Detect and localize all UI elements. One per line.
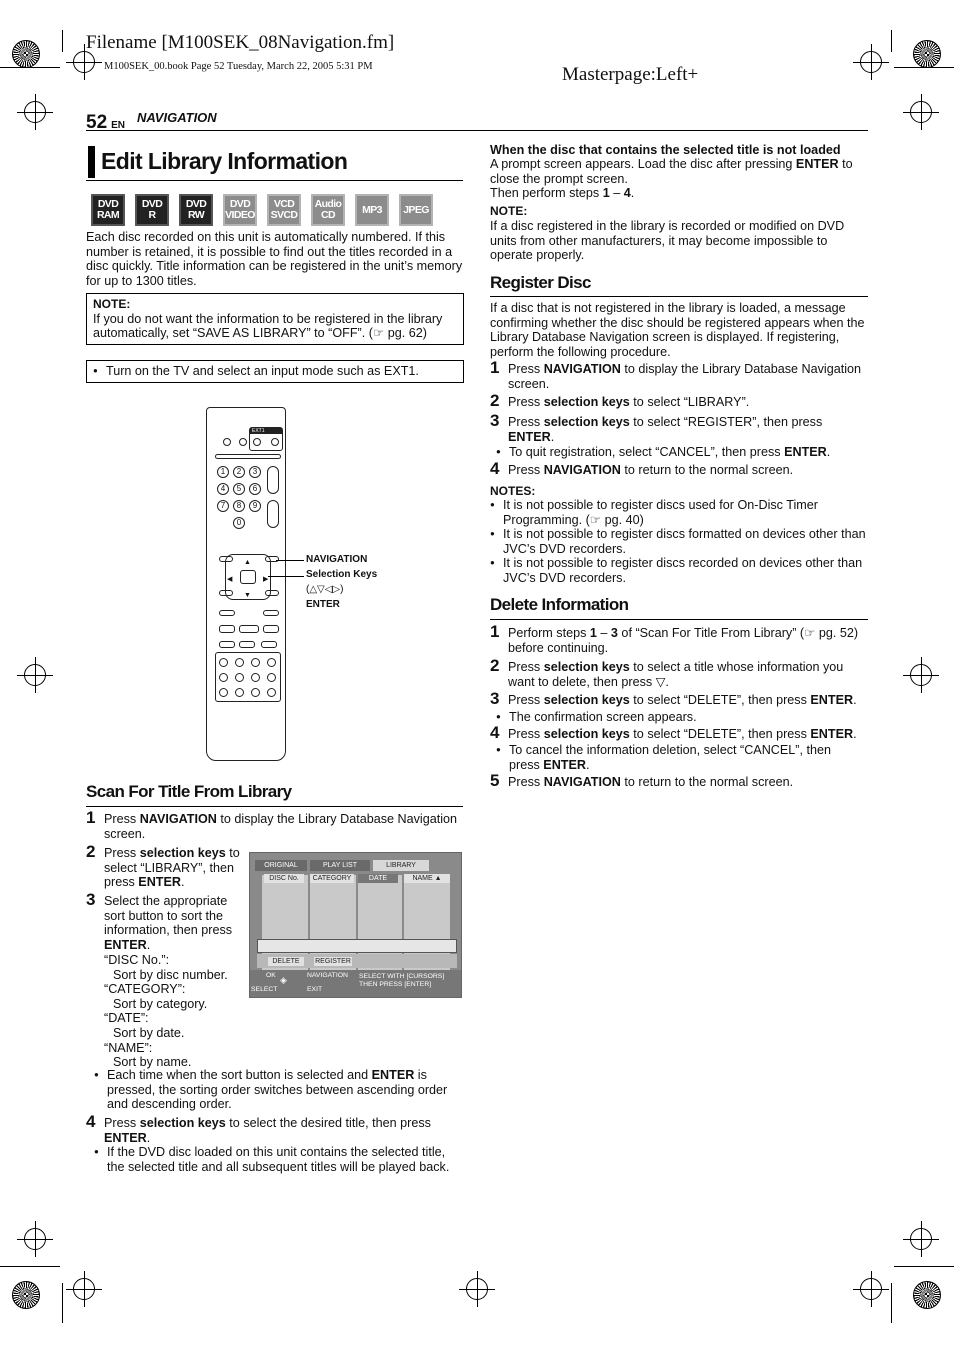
step-text: [508, 626, 868, 655]
sort-option-name: “CATEGORY”:: [104, 982, 186, 997]
disc-badge-dvd-rw: DVD RW: [179, 194, 213, 226]
volume-rocker[interactable]: [267, 466, 279, 494]
sort-name-button[interactable]: NAME ▲: [404, 874, 450, 883]
notes-heading: NOTES:: [490, 484, 536, 498]
step-text-end: .: [146, 1130, 151, 1145]
callout-line: [276, 560, 304, 561]
step-text-post: to select “DELETE”, then press: [629, 693, 811, 707]
note-item: ● It is not possible to register discs formatted on devices other than JVC’s DVD recorders.: [490, 527, 868, 556]
step-text-post: of “Scan For Title From Library” (☞ pg. 52) before continuing.: [508, 626, 859, 655]
cursor-pad-icon: ◈: [280, 975, 287, 985]
column-date: [358, 875, 402, 985]
disc-badge-dvd-video: DVD VIDEO: [223, 194, 257, 226]
remote-button[interactable]: [219, 658, 228, 667]
bullet-text-pre: To cancel the information deletion, select “CANCEL”, then press: [509, 743, 832, 772]
masterpage-label: Masterpage:Left+: [562, 64, 699, 85]
delete-step-4: [490, 723, 868, 742]
register-button[interactable]: REGISTER: [315, 958, 351, 965]
delete-step-1: [490, 622, 868, 655]
step-text-pre: Press: [508, 693, 544, 707]
remote-display-label: EXT1: [250, 428, 282, 434]
note2-text: If a disc registered in the library is recorded or modified on DVD units from other manufacturers, it may become impossible to operate properly.: [490, 219, 845, 263]
note-item: ● It is not possible to register discs used for On-Disc Timer Programming. (☞ pg. 40): [490, 498, 868, 527]
step-number: 4: [490, 459, 500, 478]
preparation-text: ● Turn on the TV and select an input mode such as EXT1.: [93, 364, 457, 379]
footer-exit: EXIT: [307, 986, 323, 993]
page-number: [86, 112, 125, 137]
crosshair-mark-icon: [24, 101, 46, 123]
key-enter: ENTER: [104, 1130, 147, 1145]
tab-original[interactable]: ORIGINAL: [255, 860, 307, 871]
delete-button[interactable]: DELETE: [268, 957, 304, 966]
step-text-pre: Press: [508, 660, 544, 674]
up-arrow-icon[interactable]: ▲: [244, 559, 251, 566]
crosshair-mark-icon: [24, 1228, 46, 1250]
down-arrow-icon[interactable]: ▼: [244, 592, 251, 599]
digit-button-7[interactable]: 7: [217, 500, 229, 512]
preparation-box: [86, 360, 464, 383]
disc-badge-audio-cd: Audio CD: [311, 194, 345, 226]
sort-category-button[interactable]: CATEGORY: [310, 874, 354, 883]
remote-button[interactable]: [251, 658, 260, 667]
step-text-post: to select “REGISTER”, then press: [629, 415, 823, 429]
delete-step-2: [490, 656, 868, 689]
crop-mark: [894, 1266, 954, 1267]
step-text: [508, 775, 868, 790]
crop-mark: [894, 67, 954, 68]
remote-button[interactable]: [239, 438, 247, 446]
remote-control-illustration: [206, 407, 286, 761]
remote-button[interactable]: [251, 673, 260, 682]
footer-hint-1: SELECT WITH [CURSORS]: [359, 973, 445, 980]
remote-button[interactable]: [267, 688, 276, 697]
column-category: [310, 875, 356, 985]
register-section-heading: Register Disc: [490, 273, 591, 292]
key-enter: ENTER: [138, 875, 181, 890]
remote-button[interactable]: [235, 688, 244, 697]
page-number-value: 52: [86, 112, 108, 133]
key-selection: selection keys: [543, 415, 630, 429]
step-text-post: .: [146, 937, 151, 952]
note-box: [86, 293, 464, 345]
disc-badge-dvd-r: DVD R: [135, 194, 169, 226]
step-ref: 1: [602, 186, 610, 200]
step-number: 3: [490, 689, 500, 708]
step-ref: 4: [623, 186, 631, 200]
registration-starburst-icon: [913, 40, 941, 68]
step-number: 3: [490, 411, 500, 430]
remote-button[interactable]: [263, 610, 279, 616]
key-selection: selection keys: [139, 1116, 226, 1130]
step-text-post: to display the Library Database Navigation screen.: [508, 362, 862, 391]
rewind-button[interactable]: [219, 625, 235, 633]
scan-bullet-sort-order: [94, 1068, 464, 1112]
column-name: [404, 875, 450, 985]
not-loaded-text-pre: A prompt screen appears. Load the disc after pressing: [490, 157, 796, 171]
step-text-post: to return to the normal screen.: [620, 775, 794, 789]
digit-button-8[interactable]: 8: [233, 500, 245, 512]
footer-select: SELECT: [251, 986, 278, 993]
delete-section-heading: Delete Information: [490, 595, 629, 614]
note-text: If you do not want the information to be registered in the library automatically, set “SAVE AS LIBRARY” to “OFF”. (☞ pg. 62): [93, 311, 443, 341]
step-text-mid: –: [596, 626, 611, 640]
step-number: 3: [86, 890, 96, 909]
step-text-pre: Press: [104, 812, 140, 826]
disc-type-badges: [91, 194, 433, 226]
remote-button[interactable]: [251, 688, 260, 697]
not-loaded-heading: When the disc that contains the selected title is not loaded: [490, 143, 841, 157]
sort-option-desc: Sort by name.: [113, 1055, 192, 1070]
step-text-end: .: [853, 727, 857, 741]
bullet-text-post: .: [585, 757, 590, 772]
fast-forward-button[interactable]: [263, 625, 279, 633]
key-enter: ENTER: [543, 757, 586, 772]
remote-button[interactable]: [219, 641, 235, 648]
delete-bullet-cancel: [496, 743, 846, 772]
sort-disc-no-button[interactable]: DISC No.: [264, 874, 304, 883]
sort-option-desc: Sort by date.: [113, 1025, 185, 1040]
remote-button[interactable]: [267, 658, 276, 667]
key-enter: ENTER: [104, 937, 147, 952]
crosshair-mark-icon: [73, 1278, 95, 1300]
library-navigation-screen: [249, 852, 462, 998]
key-selection: selection keys: [543, 693, 630, 707]
digit-button-6[interactable]: 6: [249, 483, 261, 495]
crop-mark: [0, 67, 60, 68]
filename-label: Filename [M100SEK_08Navigation.fm]: [86, 32, 395, 53]
running-head: NAVIGATION: [137, 110, 217, 125]
sort-option-name: “DISC No.”:: [104, 953, 170, 967]
key-selection: selection keys: [543, 727, 630, 741]
disc-badge-vcd-svcd: VCD SVCD: [267, 194, 301, 226]
register-bullet-cancel: [496, 445, 868, 460]
note-heading: NOTE:: [93, 297, 131, 311]
delete-step-5: [490, 771, 868, 790]
key-navigation: NAVIGATION: [543, 463, 621, 477]
key-enter: ENTER: [795, 157, 839, 171]
register-step-4: [490, 459, 868, 478]
key-enter: ENTER: [810, 693, 854, 707]
disc-badge-dvd-ram: DVD RAM: [91, 194, 125, 226]
key-enter: ENTER: [508, 429, 551, 444]
digit-button-1[interactable]: 1: [217, 466, 229, 478]
intro-paragraph: Each disc recorded on this unit is automatically numbered. If this number is retained, it is possible to find out the titles recorded in a disc quickly. Title information can be registered in the unit’s memory for up to 1300 titles.: [86, 230, 463, 288]
step-ref: 3: [610, 626, 618, 640]
step-number: 4: [490, 723, 500, 742]
key-enter: ENTER: [810, 727, 854, 741]
then-text-mid: –: [609, 186, 624, 200]
then-text-pre: Then perform steps: [490, 186, 603, 200]
footer-navigation: NAVIGATION: [307, 972, 348, 979]
scan-step-4: [86, 1112, 464, 1145]
step-text-post: to return to the normal screen.: [620, 463, 794, 477]
crop-mark: [0, 1266, 60, 1267]
sort-option-desc: Sort by category.: [113, 996, 208, 1011]
bullet-text-post: .: [826, 445, 831, 459]
digit-button-4[interactable]: 4: [217, 483, 229, 495]
bullet-text-pre: To quit registration, select “CANCEL”, then press: [509, 445, 785, 459]
step-text-pre: Press: [104, 846, 140, 860]
channel-rocker[interactable]: [267, 500, 279, 528]
step-number: 1: [490, 358, 500, 377]
remote-button[interactable]: [219, 610, 235, 616]
step-text: [104, 894, 246, 952]
selection-keys-callout: Selection Keys: [306, 569, 378, 580]
tab-play-list[interactable]: PLAY LIST: [310, 860, 370, 871]
step-number: 1: [490, 622, 500, 641]
crop-mark: [891, 30, 892, 52]
remote-button[interactable]: [271, 438, 279, 446]
remote-button[interactable]: [235, 673, 244, 682]
then-perform-text: [490, 186, 634, 201]
register-step-1: [490, 358, 868, 391]
step-text-end: .: [180, 875, 185, 890]
stop-button[interactable]: [239, 641, 255, 648]
bullet-text-pre: Each time when the sort button is selected and: [107, 1068, 372, 1082]
step-text: [104, 812, 464, 841]
remote-button[interactable]: [267, 673, 276, 682]
step-text: [508, 463, 868, 478]
step-text-pre: Press: [508, 395, 544, 409]
step-text: [508, 362, 868, 391]
digit-button-0[interactable]: 0: [233, 517, 245, 529]
step-text-post: to select “DELETE”, then press: [629, 727, 811, 741]
title-info-field: [257, 939, 457, 953]
footer-hint-2: THEN PRESS [ENTER]: [359, 981, 432, 988]
sort-date-button[interactable]: DATE: [358, 874, 398, 883]
step-ref: 1: [589, 626, 597, 640]
crosshair-mark-icon: [466, 1278, 488, 1300]
column-disc-no: [262, 875, 308, 985]
crop-mark: [891, 1283, 892, 1323]
step-text: [104, 846, 246, 890]
step-text-pre: Press: [508, 775, 544, 789]
digit-button-5[interactable]: 5: [233, 483, 245, 495]
page-title: Edit Library Information: [88, 146, 347, 178]
crosshair-mark-icon: [24, 664, 46, 686]
register-intro: If a disc that is not registered in the library is loaded, a message confirming whether the disc should be registered appears when the Library Database Navigation screen is displayed. If registering, perform the following procedure.: [490, 301, 865, 359]
step-text-post: to select “LIBRARY”, then press: [104, 846, 240, 890]
crosshair-mark-icon: [860, 51, 882, 73]
enter-button[interactable]: [240, 570, 256, 584]
note-item: ● It is not possible to register discs recorded on devices other than JVC’s DVD recorders.: [490, 556, 868, 585]
not-loaded-text: [490, 157, 868, 186]
registration-starburst-icon: [913, 1281, 941, 1309]
scan-bullet-playback: ● If the DVD disc loaded on this unit contains the selected title, the selected title and all subsequent titles will be played back.: [94, 1145, 462, 1174]
bullet-text-post: is pressed, the sorting order switches between ascending order and descending order.: [107, 1068, 448, 1112]
key-selection: selection keys: [139, 846, 226, 860]
sort-option-desc: Sort by disc number.: [113, 967, 228, 982]
crosshair-mark-icon: [910, 101, 932, 123]
step-text-post: to select the desired title, then press: [225, 1116, 431, 1130]
step-text-pre: Press: [508, 362, 544, 376]
disc-badge-mp3: MP3: [355, 194, 389, 226]
callout-line: [268, 576, 304, 577]
step-number: 2: [490, 656, 500, 675]
remote-button[interactable]: [235, 658, 244, 667]
not-loaded-text-post: to close the prompt screen.: [490, 157, 853, 186]
key-selection: selection keys: [543, 395, 630, 409]
tab-library[interactable]: LIBRARY: [373, 860, 429, 871]
crop-mark: [62, 1283, 63, 1323]
remote-button[interactable]: [265, 590, 279, 596]
step-text-pre: Perform steps: [508, 626, 590, 640]
book-info-line: M100SEK_00.book Page 52 Tuesday, March 22, 2005 5:31 PM: [104, 61, 373, 72]
crosshair-mark-icon: [73, 51, 95, 73]
title-rule: [86, 180, 463, 181]
step-text-post: to select “LIBRARY”.: [629, 395, 750, 409]
step-number: 1: [86, 808, 96, 827]
sort-option-name: “DATE”:: [104, 1011, 149, 1026]
remote-strip: [215, 454, 281, 459]
enter-callout: ENTER: [306, 599, 340, 610]
crosshair-mark-icon: [860, 1278, 882, 1300]
scan-step-1: [86, 808, 464, 841]
delete-bullet-confirm: ● The confirmation screen appears.: [496, 710, 868, 725]
step-text-pre: Press: [508, 463, 544, 477]
crop-mark: [62, 30, 63, 52]
right-arrow-icon[interactable]: ▶: [263, 576, 269, 583]
step-text-pre: Press: [508, 415, 544, 429]
scan-step-3: [86, 890, 246, 952]
step-number: 4: [86, 1112, 96, 1131]
header-rule: [86, 130, 868, 131]
standby-button[interactable]: [223, 438, 231, 446]
step-text-pre: Press: [508, 727, 544, 741]
register-step-3: [490, 411, 868, 444]
step-text: [508, 660, 868, 689]
remote-button[interactable]: [219, 673, 228, 682]
pause-button[interactable]: [261, 641, 277, 648]
step-number: 5: [490, 771, 500, 790]
footer-ok: OK: [266, 972, 276, 979]
crosshair-mark-icon: [910, 664, 932, 686]
key-navigation: NAVIGATION: [543, 775, 621, 789]
step-text-end: .: [550, 429, 555, 444]
registration-starburst-icon: [12, 1281, 40, 1309]
delete-step-3: [490, 689, 868, 708]
step-text-post: to display the Library Database Navigation screen.: [104, 812, 458, 841]
step-text-pre: Press: [104, 1116, 140, 1130]
step-text: [508, 415, 868, 444]
page-language: EN: [111, 120, 126, 131]
remote-button[interactable]: [253, 438, 261, 446]
scan-step-2: [86, 842, 246, 890]
arrows-callout: (△▽◁▷): [306, 584, 344, 595]
digit-button-3[interactable]: 3: [249, 466, 261, 478]
crosshair-mark-icon: [910, 1228, 932, 1250]
step-text: [508, 395, 868, 410]
register-step-2: [490, 391, 868, 410]
remote-button[interactable]: [219, 590, 233, 596]
step-text-post: to select a title whose information you want to delete, then press ▽.: [508, 660, 844, 689]
key-navigation: NAVIGATION: [139, 812, 217, 826]
key-enter: ENTER: [784, 445, 827, 459]
then-text-end: .: [630, 186, 635, 200]
step-text: [508, 693, 868, 708]
sort-options: [104, 953, 254, 1070]
step-number: 2: [86, 842, 96, 861]
step-text-pre: Select the appropriate sort button to sort the information, then press: [104, 894, 233, 938]
digit-button-9[interactable]: 9: [249, 500, 261, 512]
left-arrow-icon[interactable]: ◀: [227, 576, 233, 583]
scan-section-rule: [86, 806, 463, 807]
digit-button-2[interactable]: 2: [233, 466, 245, 478]
sort-option-name: “NAME”:: [104, 1040, 153, 1055]
step-number: 2: [490, 391, 500, 410]
registration-starburst-icon: [12, 40, 40, 68]
navigation-callout: NAVIGATION: [306, 554, 368, 565]
scan-section-heading: Scan For Title From Library: [86, 782, 292, 801]
step-text: [104, 1116, 462, 1145]
disc-badge-jpeg: JPEG: [399, 194, 433, 226]
key-navigation: NAVIGATION: [543, 362, 621, 376]
step-text-end: .: [853, 693, 857, 707]
register-section-rule: [490, 296, 868, 297]
key-selection: selection keys: [543, 660, 630, 674]
remote-button[interactable]: [219, 688, 228, 697]
step-text: [508, 727, 868, 742]
delete-section-rule: [490, 619, 868, 620]
note2-heading: NOTE:: [490, 204, 528, 218]
play-button[interactable]: [239, 625, 259, 633]
key-enter: ENTER: [371, 1068, 415, 1082]
